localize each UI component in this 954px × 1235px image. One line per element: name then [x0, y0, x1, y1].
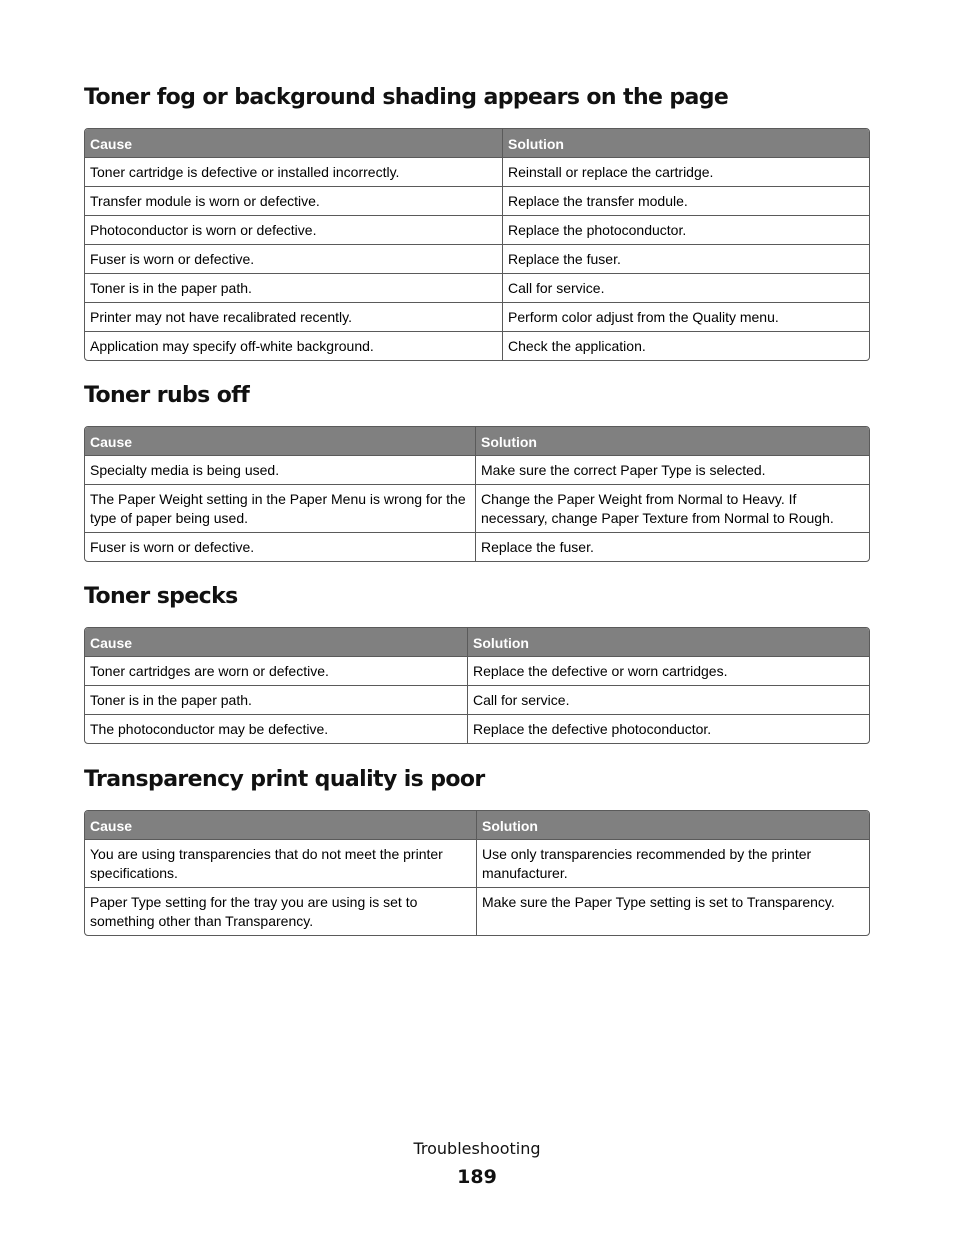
footer-chapter-label: Troubleshooting — [413, 1139, 541, 1158]
cause-cell: Toner cartridges are worn or defective. — [85, 656, 468, 685]
section-title: Toner fog or background shading appears on the page — [84, 85, 729, 110]
cause-solution-table — [84, 426, 870, 562]
table-row — [85, 186, 869, 215]
solution-cell: Replace the photoconductor. — [503, 215, 869, 244]
table-row — [85, 656, 869, 685]
table-row — [85, 887, 869, 935]
cause-cell: You are using transparencies that do not meet the printer specifications. — [85, 839, 477, 887]
cause-cell: Paper Type setting for the tray you are using is set to something other than Transparency. — [85, 887, 477, 935]
header-solution: Solution — [476, 427, 869, 455]
cause-cell: The Paper Weight setting in the Paper Menu is wrong for the type of paper being used. — [85, 484, 476, 532]
cause-cell: Photoconductor is worn or defective. — [85, 215, 503, 244]
solution-cell: Make sure the Paper Type setting is set to Transparency. — [477, 887, 869, 935]
section-title: Toner rubs off — [84, 383, 250, 408]
cause-cell: Fuser is worn or defective. — [85, 244, 503, 273]
solution-cell: Use only transparencies recommended by the printer manufacturer. — [477, 839, 869, 887]
table-row — [85, 244, 869, 273]
header-solution: Solution — [503, 129, 869, 157]
header-cause: Cause — [85, 811, 477, 839]
cause-cell: Toner cartridge is defective or installed incorrectly. — [85, 157, 503, 186]
solution-cell: Make sure the correct Paper Type is selected. — [476, 455, 869, 484]
solution-cell: Replace the transfer module. — [503, 186, 869, 215]
section-title: Toner specks — [84, 584, 238, 609]
solution-cell: Call for service. — [503, 273, 869, 302]
cause-solution-table — [84, 128, 870, 361]
solution-cell: Reinstall or replace the cartridge. — [503, 157, 869, 186]
table-row — [85, 273, 869, 302]
header-solution: Solution — [477, 811, 869, 839]
solution-cell: Replace the defective or worn cartridges. — [468, 656, 869, 685]
table-row — [85, 685, 869, 714]
section-transparency-quality — [84, 766, 870, 936]
solution-cell: Replace the defective photoconductor. — [468, 714, 869, 743]
table-row — [85, 839, 869, 887]
solution-cell: Check the application. — [503, 331, 869, 360]
table-row — [85, 302, 869, 331]
page-number: 189 — [457, 1166, 497, 1188]
cause-cell: Transfer module is worn or defective. — [85, 186, 503, 215]
solution-cell: Perform color adjust from the Quality menu. — [503, 302, 869, 331]
cause-cell: Specialty media is being used. — [85, 455, 476, 484]
header-cause: Cause — [85, 129, 503, 157]
table-row — [85, 455, 869, 484]
cause-cell: The photoconductor may be defective. — [85, 714, 468, 743]
cause-solution-table — [84, 627, 870, 744]
solution-cell: Change the Paper Weight from Normal to Heavy. If necessary, change Paper Texture from Normal to Rough. — [476, 484, 869, 532]
table-row — [85, 484, 869, 532]
section-toner-specks — [84, 583, 870, 744]
cause-solution-table — [84, 810, 870, 936]
cause-cell: Fuser is worn or defective. — [85, 532, 476, 561]
solution-cell: Call for service. — [468, 685, 869, 714]
cause-cell: Application may specify off-white background. — [85, 331, 503, 360]
section-toner-rubs-off — [84, 382, 870, 562]
table-row — [85, 157, 869, 186]
table-row — [85, 714, 869, 743]
section-title: Transparency print quality is poor — [84, 767, 485, 792]
header-cause: Cause — [85, 427, 476, 455]
table-row — [85, 532, 869, 561]
header-solution: Solution — [468, 628, 869, 656]
cause-cell: Toner is in the paper path. — [85, 273, 503, 302]
table-row — [85, 215, 869, 244]
cause-cell: Toner is in the paper path. — [85, 685, 468, 714]
solution-cell: Replace the fuser. — [476, 532, 869, 561]
table-row — [85, 331, 869, 360]
header-cause: Cause — [85, 628, 468, 656]
solution-cell: Replace the fuser. — [503, 244, 869, 273]
section-toner-fog — [84, 84, 870, 361]
cause-cell: Printer may not have recalibrated recently. — [85, 302, 503, 331]
